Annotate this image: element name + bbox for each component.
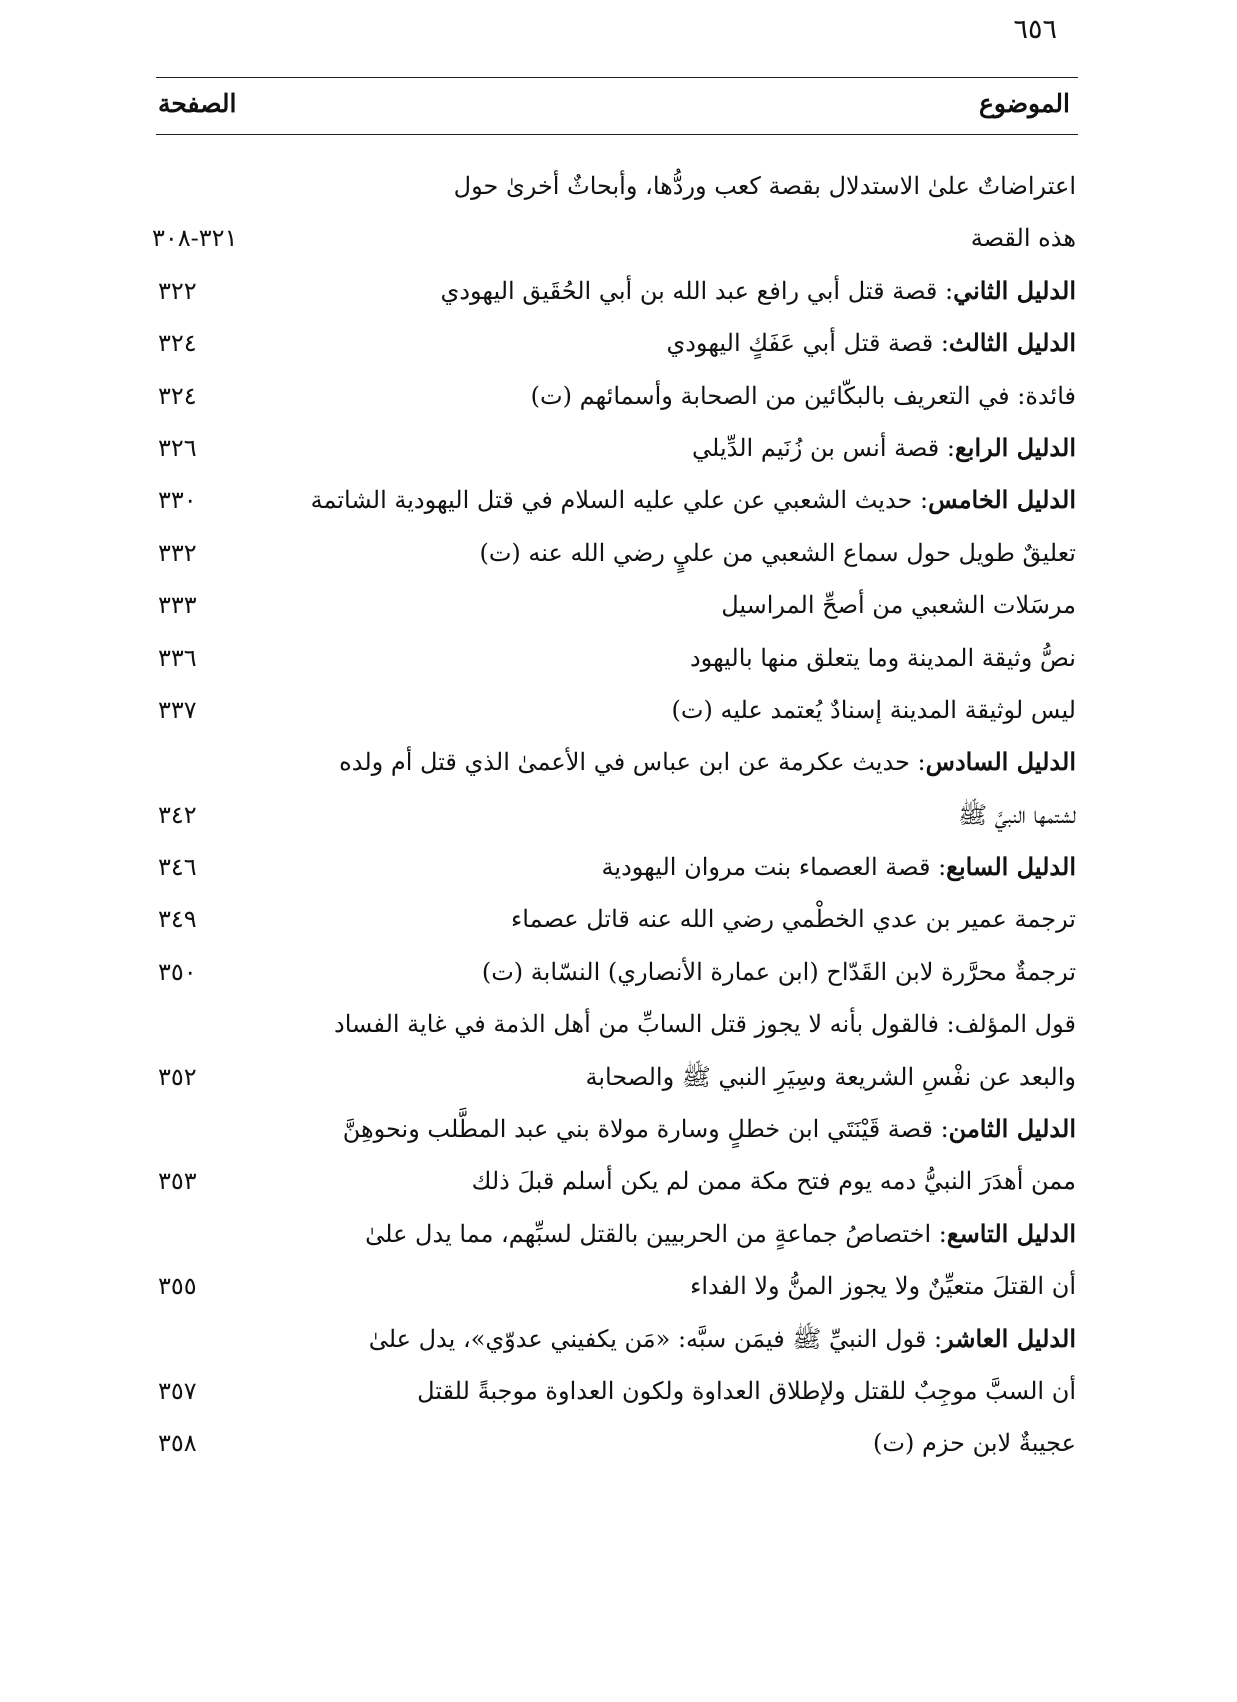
toc-entry-body: : اختصاصُ جماعةٍ من الحربيين بالقتل لسبِّهم، مما يدل علىٰ (365, 1219, 947, 1248)
header-top-rule (156, 77, 1078, 78)
toc-page-number: ٣٣٧ (158, 695, 197, 724)
evidence-heading: الدليل الثامن (948, 1114, 1076, 1144)
toc-page-number: ٣٣٦ (158, 643, 197, 672)
toc-entry-body: نصُّ وثيقة المدينة وما يتعلق منها باليهود (689, 643, 1076, 672)
toc-entry-body: قول المؤلف: فالقول بأنه لا يجوز قتل السابِّ من أهل الذمة في غاية الفساد (334, 1010, 1076, 1039)
header-bottom-rule (156, 134, 1078, 135)
toc-entry-body: ترجمةٌ محرَّرة لابن القَدّاح (ابن عمارة الأنصاري) النسّابة (ت) (481, 957, 1076, 986)
toc-entry-body: ترجمة عمير بن عدي الخطْمي رضي الله عنه قاتل عصماء (511, 905, 1076, 934)
toc-page-number: ٣٣٢ (158, 538, 197, 567)
toc-page-number: ٣٥٧ (158, 1376, 197, 1405)
toc-entry-text (958, 789, 1076, 841)
toc-row (156, 474, 1078, 526)
toc-entry-text (441, 265, 1076, 317)
toc-row (156, 632, 1078, 684)
toc-row (156, 1365, 1078, 1417)
toc-page-number: ٣٢٤ (158, 329, 197, 358)
toc-row (156, 317, 1078, 369)
toc-entry-text (602, 841, 1076, 893)
toc-entry-text (511, 893, 1076, 945)
toc-entry-text (365, 1208, 1076, 1260)
toc-entry-body: مرسَلات الشعبي من أصحِّ المراسيل (721, 591, 1076, 620)
evidence-heading: الدليل السادس (925, 747, 1076, 777)
toc-entry-body: اعتراضاتٌ علىٰ الاستدلال بقصة كعب وردُّها، وأبحاثٌ أخرىٰ حول (453, 172, 1076, 200)
toc-page-number: ٣٤٦ (158, 853, 197, 882)
toc-entry-body: : قصة العصماء بنت مروان اليهودية (601, 853, 947, 882)
toc-page-number: ٣٣٠ (158, 486, 197, 515)
toc-entry-body: : حديث عكرمة عن ابن عباس في الأعمىٰ الذي قتل أم ولده (339, 748, 926, 777)
toc-entry-text (482, 946, 1076, 998)
toc-entry-text (339, 736, 1076, 788)
toc-entry-text (472, 1155, 1076, 1207)
toc-row (156, 789, 1078, 841)
toc-entry-text (672, 684, 1077, 736)
toc-page-number: ٣٢١-٣٠٨ (152, 224, 238, 253)
toc-row (156, 160, 1078, 212)
toc-row (156, 422, 1078, 474)
toc-row (156, 893, 1078, 945)
toc-row (156, 684, 1078, 736)
toc-entry-text (454, 160, 1076, 212)
toc-page-number: ٣٥٨ (158, 1429, 197, 1458)
toc-entry-text (311, 474, 1076, 526)
toc-row (152, 212, 1078, 264)
toc-entry-text (343, 1103, 1076, 1155)
toc-entry-text (531, 370, 1076, 422)
toc-row (156, 736, 1078, 788)
toc-page-number: ٣٤٩ (158, 905, 197, 934)
toc-entry-body: تعليقٌ طويل حول سماع الشعبي من عليٍ رضي الله عنه (ت) (479, 538, 1076, 567)
evidence-heading: الدليل الثالث (948, 328, 1076, 358)
evidence-heading: الدليل التاسع (946, 1218, 1076, 1248)
toc-entry-body: عجيبةٌ لابن حزم (ت) (873, 1429, 1076, 1458)
toc-page-number: ٣٥٢ (158, 1062, 197, 1091)
toc-row (156, 1417, 1078, 1469)
toc-page-number: ٣٥٥ (158, 1272, 197, 1301)
toc-page-number: ٣٤٢ (158, 800, 197, 829)
toc-entry-body: لشتمها النبيَّ ﷺ (958, 800, 1076, 829)
toc-entry-text (690, 1260, 1076, 1312)
toc-header (156, 85, 1078, 129)
toc-page-number: ٣٢٦ (158, 433, 197, 462)
toc-entry-body: أن السبَّ موجِبٌ للقتل ولإطلاق العداوة ولكون العداوة موجبةً للقتل (417, 1376, 1076, 1405)
toc-row (156, 579, 1078, 631)
toc-entry-body: فائدة: في التعريف بالبكّائين من الصحابة وأسمائهم (ت) (530, 381, 1076, 410)
evidence-heading: الدليل السابع (946, 852, 1076, 882)
toc-entry-text (369, 1313, 1076, 1365)
evidence-heading: الدليل الرابع (954, 432, 1076, 462)
toc-row (156, 370, 1078, 422)
topic-column-label: الموضوع (979, 89, 1070, 118)
evidence-heading: الدليل الثاني (953, 275, 1076, 305)
toc-row (156, 1208, 1078, 1260)
toc-entry-body: ليس لوثيقة المدينة إسنادٌ يُعتمد عليه (ت) (671, 695, 1076, 724)
toc-page-number: ٣٥٣ (158, 1167, 197, 1196)
toc-page-number: ٣٥٠ (158, 957, 197, 986)
toc-row (156, 841, 1078, 893)
table-of-contents (152, 160, 1078, 1470)
toc-row (156, 998, 1078, 1050)
evidence-heading: الدليل العاشر (942, 1323, 1076, 1353)
toc-entry-text (334, 998, 1076, 1050)
toc-entry-text (666, 317, 1076, 369)
toc-entry-body: ممن أهدَرَ النبيُّ دمه يوم فتح مكة ممن لم يكن أسلم قبلَ ذلك (471, 1167, 1076, 1196)
page-column-label: الصفحة (158, 89, 237, 118)
toc-entry-body: : قول النبيِّ ﷺ فيمَن سبَّه: «مَن يكفيني عدوّي»، يدل علىٰ (368, 1324, 943, 1353)
toc-page-number: ٣٢٤ (158, 381, 197, 410)
toc-entry-body: والبعد عن نفْسِ الشريعة وسِيَرِ النبي ﷺ والصحابة (585, 1062, 1076, 1091)
toc-entry-body: أن القتلَ متعيِّنٌ ولا يجوز المنُّ ولا الفداء (690, 1272, 1076, 1301)
toc-entry-body: هذه القصة (970, 224, 1076, 253)
toc-entry-text (417, 1365, 1076, 1417)
toc-entry-text (692, 422, 1076, 474)
toc-row (156, 946, 1078, 998)
toc-entry-text (873, 1417, 1076, 1469)
toc-row (156, 1260, 1078, 1312)
toc-entry-body: : قصة قتل أبي عَفَكٍ اليهودي (666, 329, 949, 358)
toc-entry-text (585, 1051, 1076, 1103)
toc-entry-body: : حديث الشعبي عن علي عليه السلام في قتل اليهودية الشاتمة (310, 486, 929, 515)
toc-page-number: ٣٣٣ (158, 591, 197, 620)
toc-row (156, 527, 1078, 579)
toc-row (156, 1103, 1078, 1155)
evidence-heading: الدليل الخامس (928, 485, 1076, 515)
toc-entry-text (479, 527, 1076, 579)
page-number: ٦٥٦ (1013, 14, 1057, 45)
toc-entry-text (721, 579, 1076, 631)
toc-entry-body: : قصة أنس بن زُنَيم الدِّيلي (692, 433, 955, 462)
toc-entry-body: : قصة قَيْنَتَي ابن خطلٍ وسارة مولاة بني عبد المطَّلب ونحوهِنَّ (342, 1115, 949, 1144)
toc-row (156, 265, 1078, 317)
toc-entry-body: : قصة قتل أبي رافع عبد الله بن أبي الحُقَيق اليهودي (440, 276, 954, 305)
toc-row (156, 1313, 1078, 1365)
toc-row (156, 1155, 1078, 1207)
toc-page-number: ٣٢٢ (158, 276, 197, 305)
toc-entry-text (690, 632, 1076, 684)
toc-entry-text (971, 212, 1076, 264)
toc-row (156, 1051, 1078, 1103)
